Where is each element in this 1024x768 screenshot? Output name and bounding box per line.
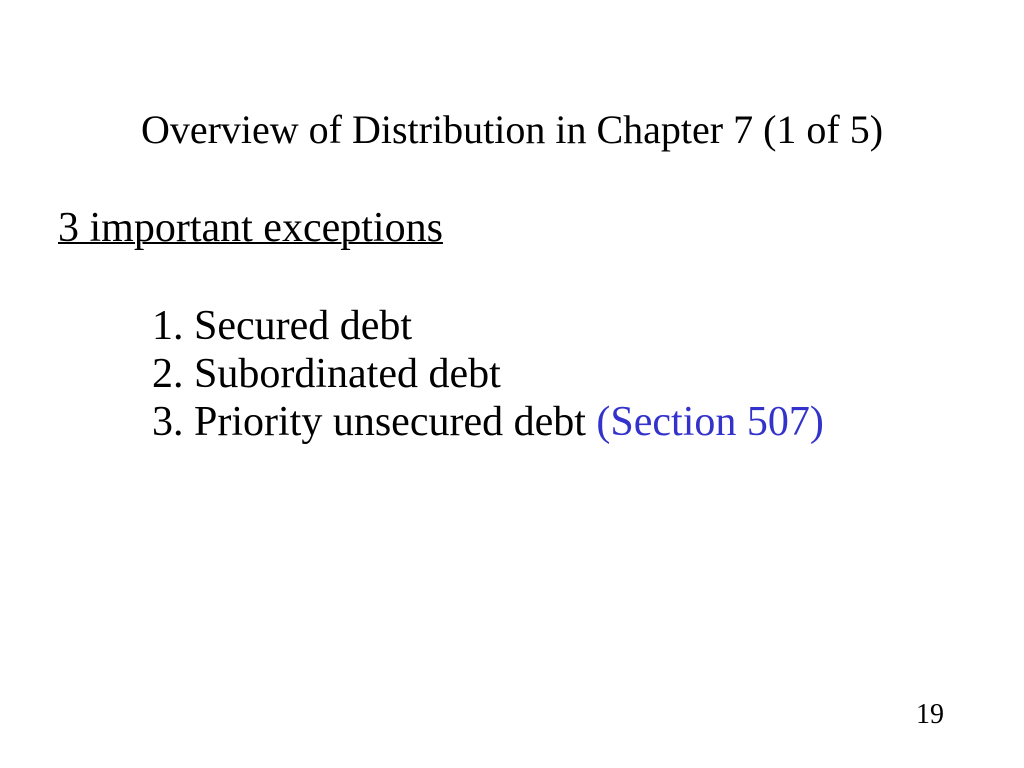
- list-item-text: 2. Subordinated debt: [152, 351, 501, 397]
- list-item: [152, 350, 824, 398]
- list-item-text: 3. Priority unsecured debt: [152, 399, 597, 445]
- page-number: 19: [916, 699, 944, 730]
- exceptions-list: [152, 302, 824, 446]
- list-item: [152, 398, 824, 446]
- slide-title: Overview of Distribution in Chapter 7 (1 of 5): [140, 107, 884, 152]
- exceptions-heading: 3 important exceptions: [58, 205, 443, 251]
- list-item-highlight: (Section 507): [596, 399, 824, 445]
- list-item: [152, 302, 824, 350]
- list-item-text: 1. Secured debt: [152, 303, 413, 349]
